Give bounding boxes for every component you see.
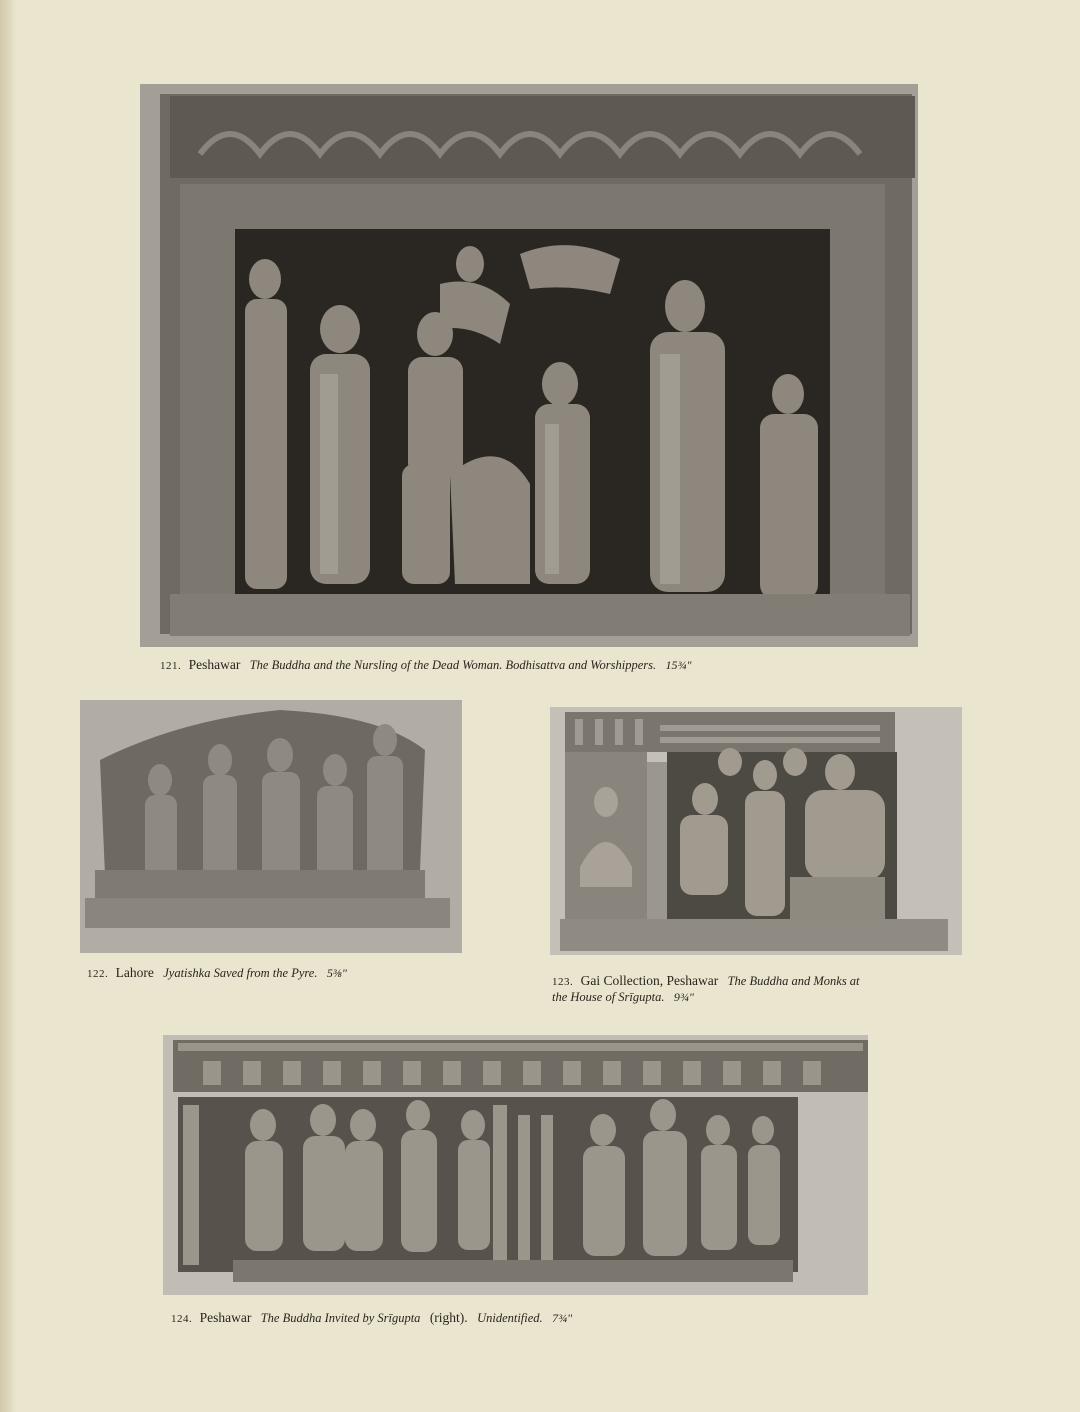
plate-size: 15¾": [665, 658, 692, 672]
plate-number: 124.: [171, 1313, 193, 1325]
plate-note: (right).: [429, 1310, 468, 1325]
plate-number: 123.: [552, 976, 574, 988]
plate-121-caption: [160, 656, 692, 675]
plate-location: Gai Collection, Peshawar: [580, 973, 719, 988]
plate-122-caption: [87, 964, 347, 983]
plate-title-continued: the House of Srīgupta.: [552, 990, 665, 1004]
plate-123-photo: [550, 707, 962, 955]
plate-number: 121.: [160, 660, 182, 672]
plate-location: Lahore: [115, 965, 154, 980]
plate-122-photo: [80, 700, 462, 953]
plate-location: Peshawar: [199, 1310, 252, 1325]
plate-size: 5⅜": [326, 966, 347, 980]
plate-124-photo: [163, 1035, 868, 1295]
plate-title: The Buddha and Monks at: [727, 974, 860, 988]
plate-121-photo: [140, 84, 918, 647]
plate-124-caption: [171, 1309, 572, 1328]
plate-title: The Buddha Invited by Srīgupta: [260, 1311, 421, 1325]
plate-size: 9¾": [673, 990, 694, 1004]
plate-123-caption-line2: [552, 988, 694, 1006]
plate-title: Jyatishka Saved from the Pyre.: [163, 966, 318, 980]
page-edge: [0, 0, 16, 1412]
plate-title-extra: Unidentified.: [477, 1311, 543, 1325]
plate-number: 122.: [87, 968, 109, 980]
plate-location: Peshawar: [188, 657, 241, 672]
plate-size: 7¾": [552, 1311, 573, 1325]
plate-title: The Buddha and the Nursling of the Dead Woman. Bodhisattva and Worshippers.: [249, 658, 657, 672]
